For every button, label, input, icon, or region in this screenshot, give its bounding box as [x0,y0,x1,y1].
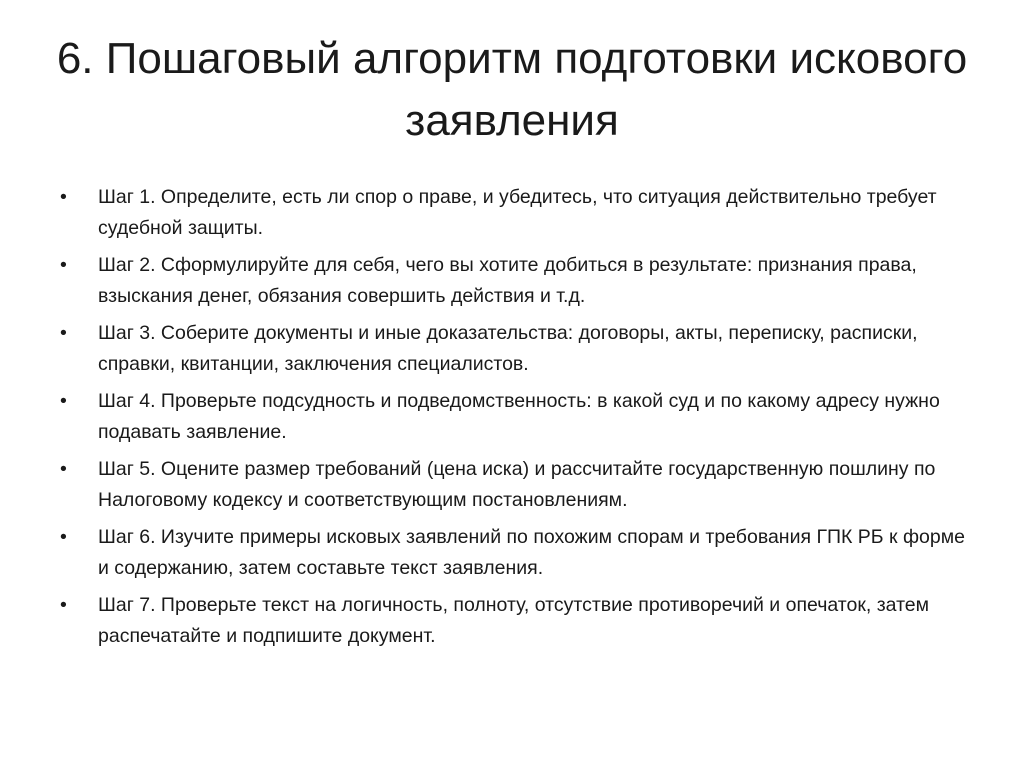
bullet-icon: • [60,390,67,412]
list-item [60,386,980,448]
list-item-text: Шаг 5. Оцените размер требований (цена иска) и рассчитайте государственную пошлину по Налоговому кодексу и соответствующим постановлениям. [98,458,936,511]
list-item-text: Шаг 3. Соберите документы и иные доказательства: договоры, акты, переписку, расписки, справки, квитанции, заключения специалистов. [98,322,918,375]
list-item [60,182,980,244]
bullet-icon: • [60,594,67,616]
list-item-text: Шаг 7. Проверьте текст на логичность, полноту, отсутствие противоречий и опечаток, затем распечатайте и подпишите документ. [98,594,930,647]
bullet-icon: • [60,254,67,276]
list-item [60,454,980,516]
bullet-icon: • [60,322,67,344]
bullet-list [60,182,980,658]
slide-title: 6. Пошаговый алгоритм подготовки искового заявления [56,34,968,145]
list-item-text: Шаг 6. Изучите примеры исковых заявлений по похожим спорам и требования ГПК РБ к форме и содержанию, затем составьте текст заявления. [98,526,965,579]
list-item-text: Шаг 1. Определите, есть ли спор о праве, и убедитесь, что ситуация действительно требует судебной защиты. [98,186,937,239]
list-item [60,590,980,652]
bullet-icon: • [60,526,67,548]
list-item [60,318,980,380]
list-item-text: Шаг 2. Сформулируйте для себя, чего вы хотите добиться в результате: признания права, взыскания денег, обязания совершить действия и т.д. [98,254,917,307]
list-item [60,522,980,584]
list-item-text: Шаг 4. Проверьте подсудность и подведомственность: в какой суд и по какому адресу нужно подавать заявление. [98,390,940,443]
bullet-icon: • [60,458,67,480]
list-item [60,250,980,312]
bullet-icon: • [60,186,67,208]
